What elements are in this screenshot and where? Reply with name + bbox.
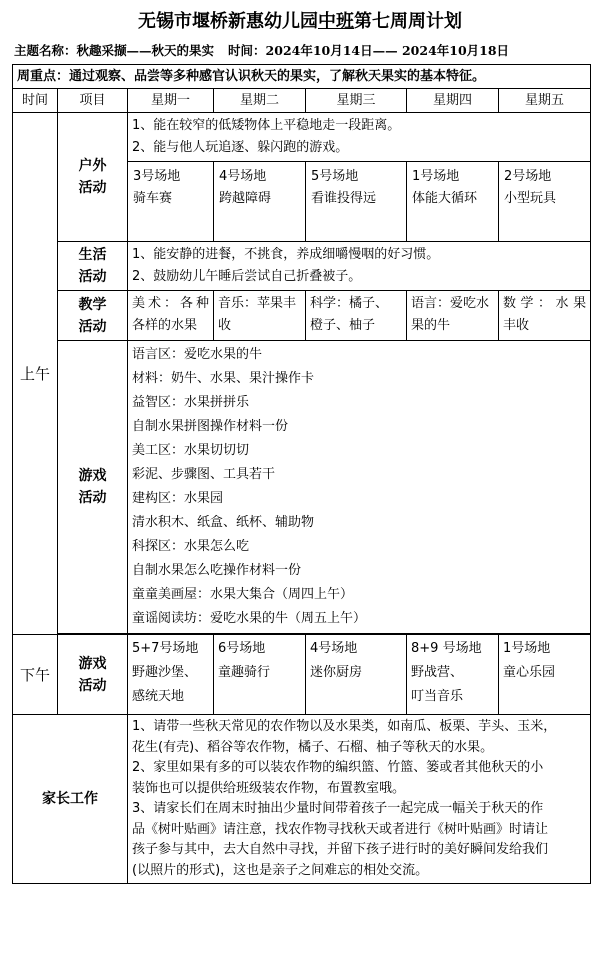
time-label: 时间：	[228, 43, 266, 58]
parents-notes	[128, 715, 591, 884]
area-line: 建构区：水果园	[132, 491, 224, 506]
life-label: 生活 活动	[58, 242, 128, 291]
parents-label: 家长工作	[13, 715, 128, 884]
header-monday: 星期一	[128, 89, 214, 113]
outdoor-wednesday: 5号场地 看谁投得远	[306, 162, 407, 242]
teaching-wednesday: 科学：橘子、 橙子、柚子	[306, 291, 407, 341]
parents-line: 品《树叶贴画》请注意，找农作物寻找秋天或者进行《树叶贴画》时请让	[132, 821, 549, 837]
outdoor-label: 户外 活动	[58, 113, 128, 242]
header-thursday: 星期四	[407, 89, 499, 113]
area-line: 语言区：爱吃水果的牛	[132, 347, 263, 362]
outdoor-goals	[128, 113, 591, 162]
area-line: 自制水果怎么吃操作材料一份	[132, 563, 302, 578]
parents-line: 装饰也可以提供给班级装农作物，布置教室哦。	[132, 780, 406, 796]
header-friday: 星期五	[499, 89, 591, 113]
period-morning: 上午	[13, 113, 58, 635]
week-focus: 周重点：通过观察、品尝等多种感官认识秋天的果实，了解秋天果实的基本特征。	[13, 65, 591, 89]
life-goals	[128, 242, 591, 291]
area-line: 美工区：水果切切切	[132, 443, 250, 458]
pm-tuesday: 6号场地 童趣骑行	[214, 635, 306, 715]
title-prefix: 无锡市堰桥新惠幼儿园	[138, 11, 318, 32]
area-line: 彩泥、步骤图、工具若干	[132, 467, 276, 482]
area-line: 童童美画屋：水果大集合（周四上午）	[132, 587, 354, 602]
title-class: 中班	[318, 11, 354, 32]
document-subtitle	[14, 42, 594, 60]
header-time: 时间	[13, 89, 58, 113]
header-row	[13, 89, 591, 113]
area-line: 童谣阅读坊：爱吃水果的牛（周五上午）	[132, 611, 367, 626]
pm-game-label: 游戏 活动	[58, 635, 128, 715]
parents-line: 花生(有壳)、稻谷等农作物，橘子、石榴、柚子等秋天的水果。	[132, 739, 494, 755]
parents-line: 3、请家长们在周末时抽出少量时间带着孩子一起完成一幅关于秋天的作	[132, 801, 544, 816]
document-title	[0, 10, 600, 34]
teaching-thursday: 语言：爱吃水 果的牛	[407, 291, 499, 341]
theme-name: 秋趣采撷——秋天的果实	[76, 43, 215, 58]
pm-friday: 1号场地 童心乐园	[499, 635, 591, 715]
header-tuesday: 星期二	[214, 89, 306, 113]
teaching-label: 教学 活动	[58, 291, 128, 341]
am-game-areas	[128, 341, 591, 634]
parents-line: 孩子参与其中，去大自然中寻找，并留下孩子进行时的美好瞬间发给我们	[132, 842, 549, 857]
life-goal-1: 1、能安静的进餐，不挑食，养成细嚼慢咽的好习惯。	[132, 247, 440, 262]
outdoor-goal-2: 2、能与他人玩追逐、躲闪跑的游戏。	[132, 140, 349, 155]
area-line: 材料：奶牛、水果、果汁操作卡	[132, 371, 315, 386]
teaching-monday: 美术：各种 各样的水果	[128, 291, 214, 341]
outdoor-friday: 2号场地 小型玩具	[499, 162, 591, 242]
header-wednesday: 星期三	[306, 89, 407, 113]
am-game-label: 游戏 活动	[58, 341, 128, 634]
teaching-row	[13, 291, 591, 341]
outdoor-monday: 3号场地 骑车赛	[128, 162, 214, 242]
outdoor-thursday: 1号场地 体能大循环	[407, 162, 499, 242]
pm-row	[13, 635, 591, 715]
area-line: 清水积木、纸盒、纸杯、辅助物	[132, 515, 315, 530]
outdoor-goal-1: 1、能在较窄的低矮物体上平稳地走一段距离。	[132, 118, 401, 133]
area-line: 科探区：水果怎么吃	[132, 539, 250, 554]
pm-thursday: 8+9 号场地 野战营、 叮当音乐	[407, 635, 499, 715]
title-suffix: 第七周周计划	[354, 11, 462, 32]
plan-table	[12, 64, 591, 884]
header-item: 项目	[58, 89, 128, 113]
parents-line: (以照片的形式)，这也是亲子之间难忘的相处交流。	[132, 862, 429, 878]
life-goal-2: 2、鼓励幼儿午睡后尝试自己折叠被子。	[132, 269, 362, 284]
pm-monday: 5+7号场地 野趣沙堡、 感统天地	[128, 635, 214, 715]
teaching-friday: 数学：水果 丰收	[499, 291, 591, 341]
area-line: 自制水果拼图操作材料一份	[132, 419, 289, 434]
period-afternoon: 下午	[13, 635, 58, 715]
theme-label: 主题名称：	[14, 43, 77, 58]
time-range: 2024年10月14日—— 2024年10月18日	[265, 43, 510, 58]
pm-wednesday: 4号场地 迷你厨房	[306, 635, 407, 715]
parents-line: 2、家里如果有多的可以装农作物的编织篮、竹篮、篓或者其他秋天的小	[132, 760, 544, 775]
area-line: 益智区：水果拼拼乐	[132, 395, 250, 410]
teaching-tuesday: 音乐：苹果丰 收	[214, 291, 306, 341]
parents-line: 1、请带一些秋天常见的农作物以及水果类，如南瓜、板栗、芋头、玉米，	[132, 719, 557, 734]
outdoor-tuesday: 4号场地 跨越障碍	[214, 162, 306, 242]
